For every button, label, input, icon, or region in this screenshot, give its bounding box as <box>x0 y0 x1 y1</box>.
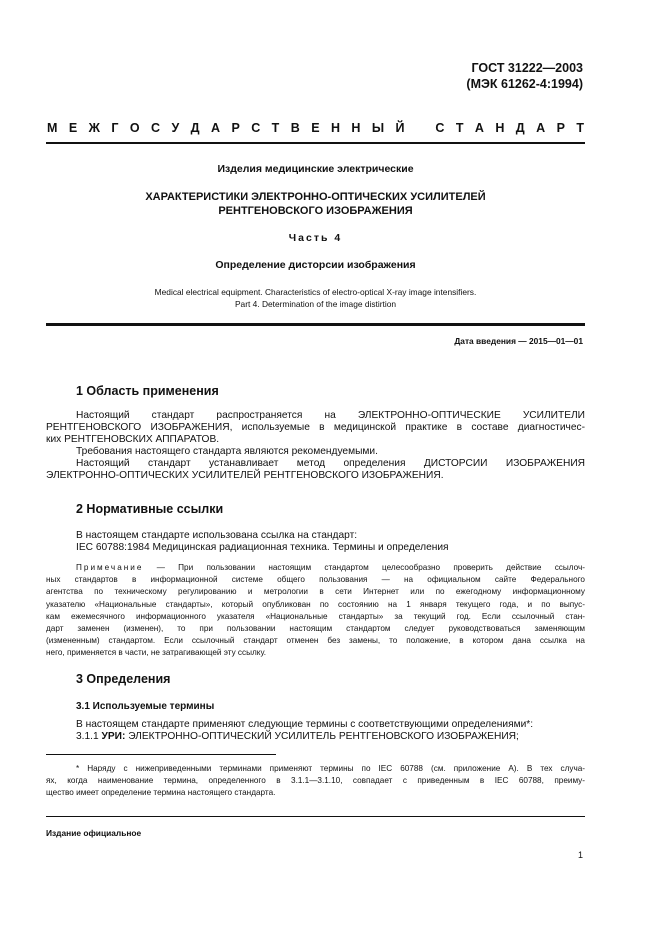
text-line: ких РЕНТГЕНОВСКИХ АППАРАТОВ. <box>46 434 220 445</box>
term-number: 3.1.1 <box>76 731 102 742</box>
normative-note <box>46 562 585 660</box>
footnote-divider <box>46 754 276 755</box>
note-line: него, применяется в части, не затрагивающей эту ссылку. <box>46 648 267 658</box>
text-line: Требования настоящего стандарта являются рекомендуемыми. <box>76 446 378 457</box>
section-1-body <box>46 410 585 482</box>
document-title <box>46 190 585 218</box>
banner-letter: А <box>536 121 546 135</box>
title-line: ХАРАКТЕРИСТИКИ ЭЛЕКТРОННО-ОПТИЧЕСКИХ УСИЛИТЕЛЕЙ <box>145 191 486 203</box>
banner-letter: С <box>251 121 261 135</box>
banner-letter: Н <box>351 121 361 135</box>
banner-letter: Н <box>495 121 505 135</box>
note-first-line <box>46 562 585 574</box>
banner-letter: А <box>211 121 221 135</box>
banner-letter: Р <box>231 121 240 135</box>
banner-letter: Н <box>330 121 340 135</box>
part-number: Часть 4 <box>288 232 343 244</box>
footnote-line: ях, когда наименование термина, определенного в 3.1.1—3.1.10, совпадает с приведенным в IEC 60788, преиму- <box>46 776 585 786</box>
banner-letter: В <box>290 121 300 135</box>
section-3-heading: 3 Определения <box>76 672 171 686</box>
text-line: ЭЛЕКТРОННО-ОПТИЧЕСКИХ УСИЛИТЕЛЕЙ РЕНТГЕНОВСКОГО ИЗОБРАЖЕНИЯ. <box>46 470 444 481</box>
banner-letter: Р <box>556 121 565 135</box>
section-2-heading: 2 Нормативные ссылки <box>76 502 224 516</box>
page-number: 1 <box>577 850 583 860</box>
part-title: Определение дисторсии изображения <box>215 259 416 271</box>
text-line: РЕНТГЕНОВСКОГО ИЗОБРАЖЕНИЯ, используемые в медицинской практике в составе диагностичес- <box>46 422 585 433</box>
note-line: ных стандартов в информационной системе общего пользования — на официальном сайте Федерального <box>46 575 585 585</box>
footnote <box>46 763 585 800</box>
banner-letter: Ж <box>88 121 100 135</box>
banner-letter: Е <box>68 121 78 135</box>
section-2-body <box>46 530 585 554</box>
banner-letter: С <box>151 121 161 135</box>
banner-letter: Т <box>455 121 464 135</box>
banner-letter: Ы <box>371 121 385 135</box>
banner-letter: Й <box>395 121 405 135</box>
standard-code-block <box>466 60 583 92</box>
english-title <box>46 286 585 310</box>
banner-letter: Г <box>111 121 119 135</box>
banner-letter: Т <box>576 121 584 135</box>
top-divider <box>46 142 585 144</box>
note-label: Примечание <box>76 563 144 572</box>
english-title-line: Medical electrical equipment. Characteristics of electro-optical X-ray image intensifiers. <box>154 287 477 297</box>
note-line: (измененным) стандартом. Если ссылочный стандарт отменен без замены, то положение, в котором дана ссылка на <box>46 636 585 646</box>
normative-reference: IEC 60788:1984 Медицинская радиационная техника. Термины и определения <box>76 542 449 553</box>
subsection-3-1-heading: 3.1 Используемые термины <box>76 701 215 712</box>
footnote-line: * Наряду с нижеприведенными терминами применяют термины по IEC 60788 (см. приложение А). В тех случа- <box>76 764 585 773</box>
banner-letter: С <box>435 121 445 135</box>
term-3-1-1 <box>46 731 585 743</box>
note-line: указателю «Национальные стандарты», который опубликован по состоянию на 1 января текущего года, и по выпус- <box>46 599 585 609</box>
text-line: В настоящем стандарте применяют следующие термины с соответствующими определениями*: <box>76 719 534 730</box>
banner-letter: У <box>171 121 180 135</box>
banner-letter: Е <box>311 121 320 135</box>
section-3-body <box>46 719 585 743</box>
footer-divider <box>46 816 585 817</box>
text-line: Настоящий стандарт устанавливает метод определения ДИСТОРСИИ ИЗОБРАЖЕНИЯ <box>76 458 585 469</box>
title-line: РЕНТГЕНОВСКОГО ИЗОБРАЖЕНИЯ <box>218 205 413 217</box>
product-group: Изделия медицинские электрические <box>217 163 414 175</box>
english-title-line: Part 4. Determination of the image distirtion <box>234 299 397 309</box>
title-divider <box>46 323 585 326</box>
banner-letter: Д <box>515 121 525 135</box>
iec-code: (МЭК 61262-4:1994) <box>466 77 583 91</box>
section-1-heading: 1 Область применения <box>76 384 219 398</box>
text-line: Настоящий стандарт распространяется на ЭЛЕКТРОННО-ОПТИЧЕСКИЕ УСИЛИТЕЛИ <box>76 410 585 421</box>
introduction-date: Дата введения — 2015—01—01 <box>454 336 583 346</box>
banner-gap <box>416 121 424 135</box>
banner-letter: О <box>129 121 140 135</box>
official-edition-label: Издание официальное <box>46 828 142 838</box>
term-abbreviation: УРИ: <box>101 731 126 742</box>
banner-letter: Д <box>190 121 200 135</box>
banner-letter: А <box>474 121 484 135</box>
text-line: В настоящем стандарте использована ссылка на стандарт: <box>76 530 358 541</box>
note-line: кам ежемесячного информационного указателя «Национальные стандарты» за текущий год. Если ссылочный стан- <box>46 611 585 621</box>
interstate-standard-banner <box>47 121 584 135</box>
banner-letter: М <box>47 121 58 135</box>
standard-code: ГОСТ 31222—2003 <box>471 61 583 75</box>
term-definition: ЭЛЕКТРОННО-ОПТИЧЕСКИЙ УСИЛИТЕЛЬ РЕНТГЕНОВСКОГО ИЗОБРАЖЕНИЯ; <box>125 731 519 742</box>
footnote-line: щество имеет определение термина настоящего стандарта. <box>46 788 276 798</box>
note-line: дарт заменен (изменен), то при пользовании настоящим стандартом следует руководствоваться заменяющим <box>46 624 585 634</box>
note-text: — При пользовании настоящим стандартом целесообразно проверить действие ссылоч- <box>143 563 585 572</box>
banner-letter: Т <box>271 121 280 135</box>
note-line: агентства по техническому регулированию и метрологии в сети Интернет или по ежегодному информационному <box>46 587 585 597</box>
